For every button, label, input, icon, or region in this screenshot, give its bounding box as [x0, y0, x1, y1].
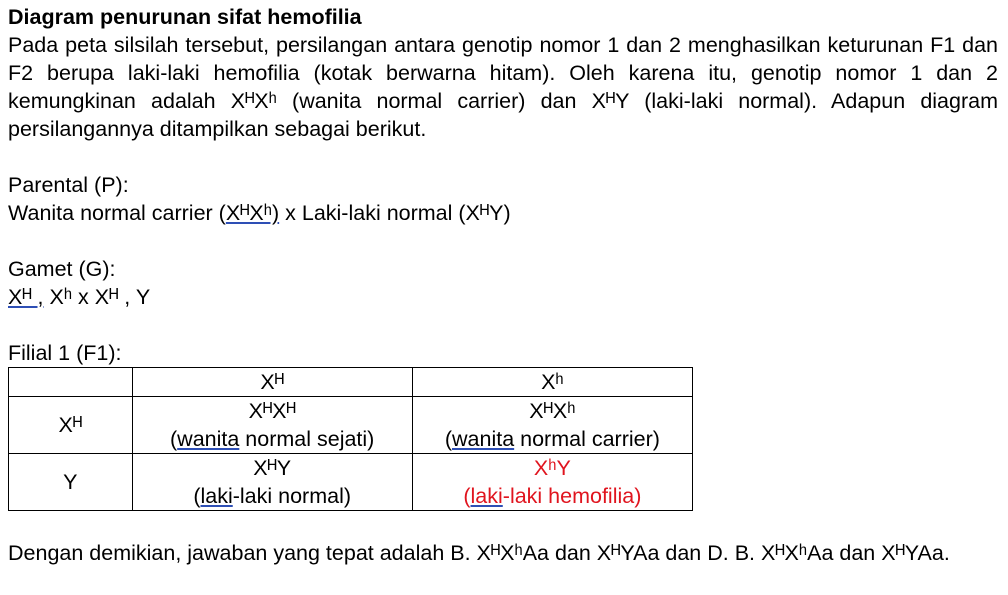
filial-label: Filial 1 (F1):: [8, 341, 122, 365]
table-row: [9, 397, 693, 454]
table-cell: [412, 397, 692, 454]
cell-genotype: XᴴXᴴ: [248, 399, 296, 423]
row-header: Y: [9, 454, 133, 511]
table-header-row: [9, 368, 693, 397]
gamete-line: [8, 283, 998, 311]
parental-female: Wanita normal carrier (: [8, 201, 226, 225]
table-cell-hemofilia: [412, 454, 692, 511]
table-corner-cell: [9, 368, 133, 397]
parental-line: [8, 199, 998, 227]
intro-paragraph: Pada peta silsilah tersebut, persilangan antara genotip nomor 1 dan 2 menghasilkan keturunan F1 dan F2 berupa laki-laki hemofilia (kotak berwarna hitam). Oleh karena itu, genotip nomor 1 dan 2 kemungkinan adalah XᴴXʰ (wanita normal carrier) dan XᴴY (laki-laki normal). Adapun diagram persilangannya ditampilkan sebagai berikut.: [8, 33, 998, 141]
cell-genotype: XᴴY: [253, 456, 292, 480]
parental-cross: x: [279, 201, 302, 225]
table-row: [9, 454, 693, 511]
parental-female-genotype: XᴴXʰ): [225, 201, 280, 225]
parental-label: Parental (P):: [8, 173, 129, 197]
gamete-label: Gamet (G):: [8, 257, 116, 281]
punnett-table: [8, 367, 693, 511]
cell-phenotype: (laki-laki hemofilia): [463, 484, 642, 508]
cell-phenotype: (wanita normal carrier): [444, 427, 660, 451]
col-header: Xʰ: [412, 368, 692, 397]
table-cell: [132, 397, 412, 454]
parental-male: Laki-laki normal (XᴴY): [301, 201, 511, 225]
col-header: Xᴴ: [132, 368, 412, 397]
document: [8, 3, 998, 567]
doc-title: Diagram penurunan sifat hemofilia: [8, 5, 362, 29]
gamete-rest: Xʰ x Xᴴ , Y: [43, 285, 151, 309]
cell-phenotype: (laki-laki normal): [193, 484, 352, 508]
table-cell: [132, 454, 412, 511]
cell-genotype: XʰY: [533, 456, 571, 480]
cell-phenotype: (wanita normal sejati): [170, 427, 375, 451]
row-header: Xᴴ: [9, 397, 133, 454]
conclusion-paragraph: Dengan demikian, jawaban yang tepat adalah B. XᴴXʰAa dan XᴴYAa dan D. B. XᴴXʰAa dan XᴴYAa.: [8, 541, 950, 565]
cell-genotype: XᴴXʰ: [529, 399, 576, 423]
gamete-1: Xᴴ ,: [8, 285, 44, 309]
